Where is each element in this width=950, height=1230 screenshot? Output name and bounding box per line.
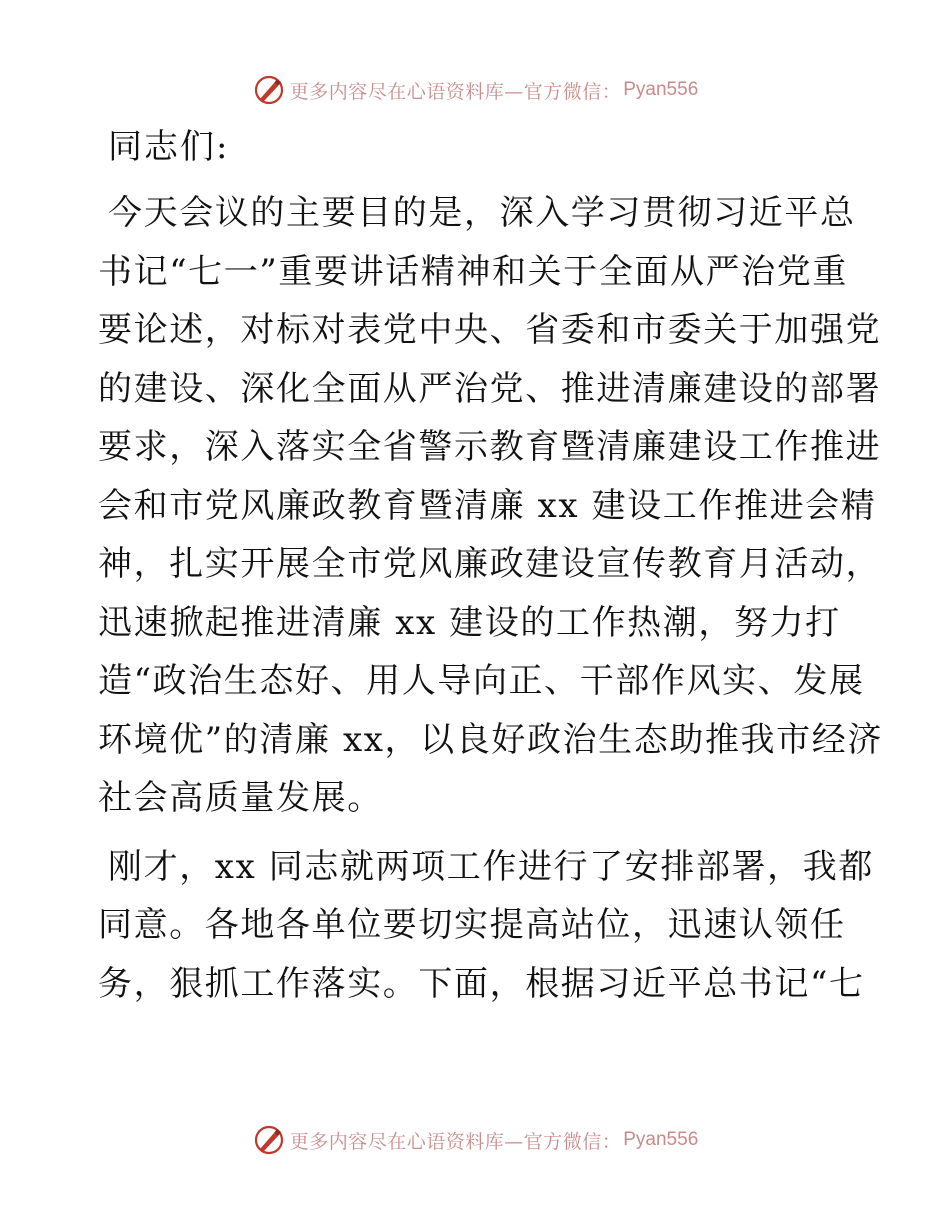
watermark-text: 更多内容尽在心语资料库—官方微信：	[289, 1130, 622, 1153]
text-line: 迅速掀起推进清廉 xx 建设的工作热潮，努力打	[98, 602, 841, 643]
text-line: 同意。各地各单位要切实提高站位，迅速认领任	[98, 905, 846, 945]
salutation: 同志们:	[108, 127, 230, 167]
text-line: 造“政治生态好、用人导向正、干部作风实、发展	[98, 661, 865, 701]
watermark-wechat-id: Pyan556	[623, 79, 699, 100]
text-line: 会和市党风廉政教育暨清廉 xx 建设工作推进会精	[98, 485, 877, 526]
header-watermark	[0, 72, 950, 108]
text-line: 的建设、深化全面从严治党、推进清廉建设的部署	[98, 368, 882, 409]
pen-logo-icon	[252, 73, 286, 107]
text-line: 今天会议的主要目的是，深入学习贯彻习近平总	[108, 193, 856, 233]
watermark-wechat-id: Pyan556	[623, 1129, 699, 1150]
text-line: 要论述，对标对表党中央、省委和市委关于加强党	[98, 310, 882, 350]
paragraph-1	[98, 184, 883, 828]
text-line: 环境优”的清廉 xx，以良好政治生态助推我市经济	[98, 719, 883, 760]
footer-watermark	[0, 1122, 950, 1158]
document-body	[98, 118, 883, 1023]
watermark-text: 更多内容尽在心语资料库—官方微信：	[289, 80, 622, 103]
text-line: 神，扎实开展全市党风廉政建设宣传教育月活动，	[98, 544, 882, 584]
paragraph-2	[98, 838, 874, 1014]
pen-logo-icon	[252, 1123, 286, 1157]
text-line: 要求，深入落实全省警示教育暨清廉建设工作推进	[98, 427, 882, 467]
text-line: 书记“七一”重要讲话精神和关于全面从严治党重	[98, 251, 848, 292]
text-line: 务，狠抓工作落实。下面，根据习近平总书记“七	[98, 963, 865, 1004]
text-line: 刚才，xx 同志就两项工作进行了安排部署，我都	[108, 846, 874, 887]
text-line: 社会高质量发展。	[98, 778, 383, 818]
